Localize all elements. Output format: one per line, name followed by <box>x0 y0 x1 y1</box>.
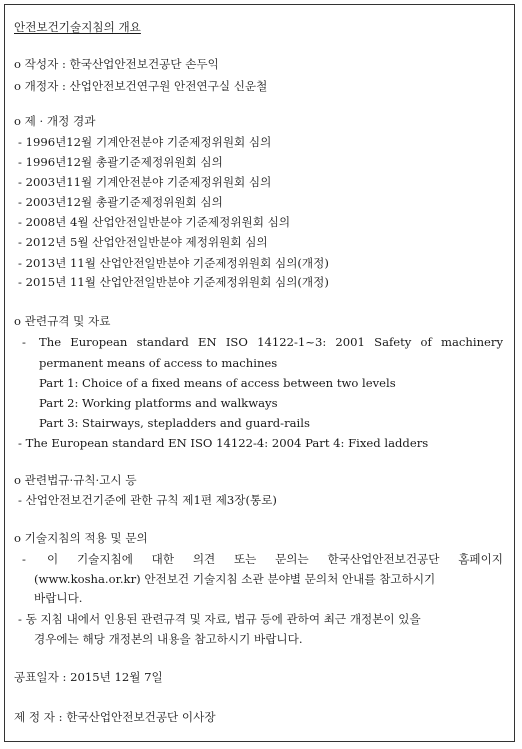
guidance-item1-line2: (www.kosha.or.kr) 안전보건 기술지침 소관 분야별 문의처 안내를 참고하시기 <box>34 572 436 586</box>
reviser-line: o 개정자 : 산업안전보건연구원 안전연구실 신운철 <box>14 79 268 93</box>
document-title: 안전보건기술지침의 개요 <box>14 20 141 34</box>
history-item: - 2015년 11월 산업안전일반분야 기준제정위원회 심의(개정) <box>18 275 329 289</box>
guidance-item1-dash: - <box>22 552 26 566</box>
history-item: - 1996년12월 총괄기준제정위원회 심의 <box>18 155 223 169</box>
standards-part: Part 1: Choice of a fixed means of access between two levels <box>39 376 396 390</box>
laws-item: - 산업안전보건기준에 관한 규칙 제1편 제3장(통로) <box>18 493 277 507</box>
publish-date: 공표일자 : 2015년 12월 7일 <box>14 670 163 684</box>
guidance-item1-line3: 바랍니다. <box>34 591 83 605</box>
history-item: - 2003년11월 기계안전분야 기준제정위원회 심의 <box>18 175 272 189</box>
guidance-item2-line2: 경우에는 해당 개정본의 내용을 참고하시기 바랍니다. <box>34 632 303 646</box>
standards-part: Part 2: Working platforms and walkways <box>39 396 278 410</box>
standards-part: Part 3: Stairways, stepladders and guard-rails <box>39 416 310 430</box>
guidance-heading: o 기술지침의 적용 및 문의 <box>14 531 148 545</box>
guidance-item1-line1: 이 기술지침에 대한 의견 또는 문의는 한국산업안전보건공단 홈페이지 <box>47 552 503 566</box>
standards-heading: o 관련규격 및 자료 <box>14 314 111 328</box>
standards-item2: - The European standard EN ISO 14122-4: 2004 Part 4: Fixed ladders <box>18 436 429 450</box>
history-item: - 2003년12월 총괄기준제정위원회 심의 <box>18 195 223 209</box>
standards-item1-line1: The European standard EN ISO 14122-1~3: 2001 Safety of machinery <box>39 335 503 349</box>
standards-item1-dash: - <box>22 335 26 349</box>
history-item: - 2012년 5월 산업안전일반분야 제정위원회 심의 <box>18 235 268 249</box>
standards-item1-line2: permanent means of access to machines <box>39 356 278 370</box>
history-heading: o 제 · 개정 경과 <box>14 114 96 128</box>
laws-heading: o 관련법규·규칙·고시 등 <box>14 473 137 487</box>
history-item: - 2008년 4월 산업안전일반분야 기준제정위원회 심의 <box>18 215 291 229</box>
history-item: - 1996년12월 기계안전분야 기준제정위원회 심의 <box>18 135 272 149</box>
author-line: o 작성자 : 한국산업안전보건공단 손두익 <box>14 57 219 71</box>
enactor-line: 제 정 자 : 한국산업안전보건공단 이사장 <box>14 710 216 724</box>
history-item: - 2013년 11월 산업안전일반분야 기준제정위원회 심의(개정) <box>18 256 329 270</box>
guidance-item2-line1: - 동 지침 내에서 인용된 관련규격 및 자료, 법규 등에 관하여 최근 개정본이 있을 <box>18 612 421 626</box>
